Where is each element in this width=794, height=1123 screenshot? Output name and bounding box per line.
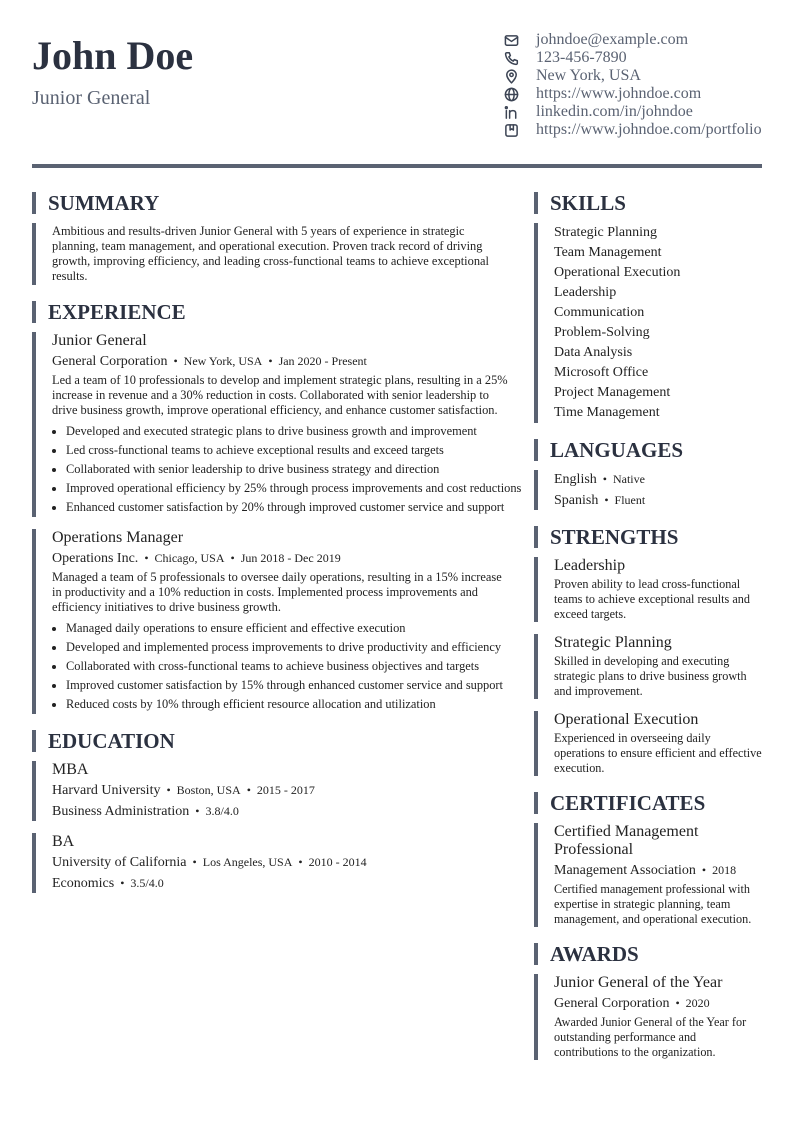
contact-linkedin[interactable]: [502, 103, 762, 121]
strength-entry: [534, 711, 762, 776]
phone-icon: [502, 49, 520, 67]
education-field: Economics: [52, 876, 115, 891]
skill-item: Team Management: [554, 245, 662, 260]
experience-meta: [52, 352, 514, 371]
separator-dot: •: [246, 783, 251, 797]
resume-header: [32, 28, 762, 148]
education-field-row: [52, 874, 514, 893]
contact-list: [502, 31, 762, 139]
job-headline: Junior General: [32, 87, 151, 109]
separator-dot: •: [602, 472, 607, 486]
experience-location: New York, USA: [183, 354, 263, 368]
education-entry: [32, 833, 514, 893]
separator-dot: •: [144, 551, 149, 565]
strength-entry: [534, 557, 762, 622]
experience-dates: Jan 2020 - Present: [278, 354, 367, 368]
skill-item: Communication: [554, 305, 645, 320]
strength-name: Leadership: [554, 557, 626, 574]
award-issuer: General Corporation: [554, 996, 670, 1011]
experience-location: Chicago, USA: [154, 551, 225, 565]
experience-bullet: • Reduced costs by 10% through efficient resource allocation and utilization: [66, 695, 514, 714]
language-name: English: [554, 472, 597, 487]
strengths-heading: STRENGTHS: [534, 526, 762, 548]
separator-dot: •: [675, 996, 680, 1010]
experience-description: Led a team of 10 professionals to develop and implement strategic plans, resulting in a 25% increase in revenue and a 30% reduction in costs. Collaborated with senior leadership to drive business growth, improve operational efficiency, and enhance customer satisfaction.: [52, 373, 508, 417]
separator-dot: •: [173, 354, 178, 368]
summary-heading: SUMMARY: [32, 192, 514, 214]
language-item: [554, 491, 762, 510]
education-meta: [52, 853, 514, 872]
experience-bullets: [52, 422, 522, 517]
certificate-name: Certified Management Professional: [554, 823, 699, 858]
certificate-year: 2018: [712, 863, 737, 877]
education-school: Harvard University: [52, 783, 161, 798]
award-name: Junior General of the Year: [554, 974, 723, 991]
skill-item: Time Management: [554, 405, 660, 420]
education-dates: 2010 - 2014: [308, 855, 367, 869]
contact-phone-text: 123-456-7890: [536, 49, 627, 66]
language-level: Native: [612, 472, 645, 486]
languages-block: [534, 470, 762, 510]
experience-bullet: • Led cross-functional teams to achieve exceptional results and exceed targets: [66, 441, 514, 460]
linkedin-icon: [502, 103, 520, 121]
award-entry: [534, 974, 762, 1060]
certificate-meta: [554, 861, 762, 880]
experience-bullet: • Developed and implemented process improvements to drive productivity and efficiency: [66, 638, 514, 657]
languages-heading: LANGUAGES: [534, 439, 762, 461]
certificate-description: Certified management professional with expertise in strategic planning, team management, and operational execution.: [554, 882, 752, 926]
separator-dot: •: [120, 876, 125, 890]
contact-email-text: johndoe@example.com: [536, 31, 689, 48]
contact-location: [502, 67, 762, 85]
strength-description: Proven ability to lead cross-functional teams to achieve exceptional results and exceed targets.: [554, 577, 750, 621]
skill-item: Microsoft Office: [554, 365, 649, 380]
certificates-heading: CERTIFICATES: [534, 792, 762, 814]
contact-portfolio[interactable]: [502, 121, 762, 139]
contact-website-text: https://www.johndoe.com: [536, 85, 702, 102]
experience-bullet: • Collaborated with cross-functional teams to achieve business objectives and targets: [66, 657, 514, 676]
separator-dot: •: [701, 863, 707, 877]
skills-heading: SKILLS: [534, 192, 762, 214]
contact-portfolio-text: https://www.johndoe.com/portfolio: [536, 121, 762, 138]
contact-website[interactable]: [502, 85, 762, 103]
experience-title: Operations Manager: [52, 529, 184, 546]
person-name: John Doe: [32, 33, 194, 78]
education-meta: [52, 781, 514, 800]
contact-email[interactable]: [502, 31, 762, 49]
strength-description: Skilled in developing and executing strategic plans to drive business growth and improvement.: [554, 654, 747, 698]
education-dates: 2015 - 2017: [256, 783, 315, 797]
experience-bullet: • Collaborated with senior leadership to drive business strategy and direction: [66, 460, 514, 479]
separator-dot: •: [268, 354, 273, 368]
language-item: [554, 470, 762, 489]
education-degree: MBA: [52, 761, 89, 778]
skill-item: Data Analysis: [554, 345, 633, 360]
education-school: University of California: [52, 855, 187, 870]
awards-heading: AWARDS: [534, 943, 762, 965]
experience-entry: [32, 529, 514, 714]
contact-location-text: New York, USA: [536, 67, 641, 84]
experience-bullet: • Improved customer satisfaction by 15% through enhanced customer service and support: [66, 676, 514, 695]
language-name: Spanish: [554, 493, 599, 508]
strength-description: Experienced in overseeing daily operations to ensure efficient and effective execution.: [554, 731, 762, 775]
language-level: Fluent: [614, 493, 646, 507]
skill-item: Problem-Solving: [554, 325, 650, 340]
experience-dates: Jun 2018 - Dec 2019: [240, 551, 341, 565]
experience-bullet: • Improved operational efficiency by 25% through process improvements and cost reductions: [66, 479, 514, 498]
portfolio-icon: [502, 121, 520, 139]
award-year: 2020: [685, 996, 710, 1010]
education-gpa: 3.5/4.0: [130, 876, 164, 890]
education-location: Los Angeles, USA: [202, 855, 293, 869]
experience-bullet: • Developed and executed strategic plans to drive business growth and improvement: [66, 422, 514, 441]
certificate-issuer: Management Association: [554, 863, 696, 878]
education-field: Business Administration: [52, 804, 190, 819]
separator-dot: •: [192, 855, 197, 869]
experience-company: General Corporation: [52, 354, 168, 369]
mail-icon: [502, 31, 520, 49]
separator-dot: •: [166, 783, 171, 797]
separator-dot: •: [298, 855, 303, 869]
education-field-row: [52, 802, 514, 821]
skill-item: Leadership: [554, 285, 617, 300]
location-icon: [502, 67, 520, 85]
skill-item: Operational Execution: [554, 265, 681, 280]
experience-heading: EXPERIENCE: [32, 301, 514, 323]
award-meta: [554, 994, 762, 1013]
education-location: Boston, USA: [176, 783, 241, 797]
experience-bullets: [52, 619, 514, 714]
education-heading: EDUCATION: [32, 730, 514, 752]
globe-icon: [502, 85, 520, 103]
experience-company: Operations Inc.: [52, 551, 139, 566]
certificate-entry: [534, 823, 762, 927]
summary-block: [32, 223, 514, 285]
strength-entry: [534, 634, 762, 699]
strength-name: Strategic Planning: [554, 634, 672, 651]
contact-phone[interactable]: [502, 49, 762, 67]
experience-bullet: • Enhanced customer satisfaction by 20% through improved customer service and support: [66, 498, 514, 517]
education-gpa: 3.8/4.0: [205, 804, 239, 818]
education-degree: BA: [52, 833, 75, 850]
experience-description: Managed a team of 5 professionals to oversee daily operations, resulting in a 15% increase in productivity and a 10% reduction in costs. Implemented process improvements and efficiency initiatives to drive business growth.: [52, 570, 502, 614]
separator-dot: •: [230, 551, 235, 565]
summary-text: Ambitious and results-driven Junior General with 5 years of experience in strategic planning, team management, and operational execution. Proven track record of driving growth, improving efficiency, and leading cross-functional teams to achieve exceptional results.: [52, 224, 489, 283]
education-entry: [32, 761, 514, 821]
contact-linkedin-text: linkedin.com/in/johndoe: [536, 103, 693, 120]
main-column: [32, 191, 522, 893]
side-column: [534, 192, 762, 1060]
experience-entry: [32, 332, 522, 517]
experience-bullet: • Managed daily operations to ensure efficient and effective execution: [66, 619, 514, 638]
separator-dot: •: [604, 493, 609, 507]
award-description: Awarded Junior General of the Year for outstanding performance and contributions to the organization.: [554, 1015, 747, 1059]
experience-title: Junior General: [52, 332, 147, 349]
header-divider: [32, 164, 762, 168]
skills-block: [534, 223, 762, 423]
skill-item: Project Management: [554, 385, 671, 400]
separator-dot: •: [195, 804, 200, 818]
experience-meta: [52, 549, 514, 568]
strength-name: Operational Execution: [554, 711, 699, 728]
skill-item: Strategic Planning: [554, 225, 658, 240]
